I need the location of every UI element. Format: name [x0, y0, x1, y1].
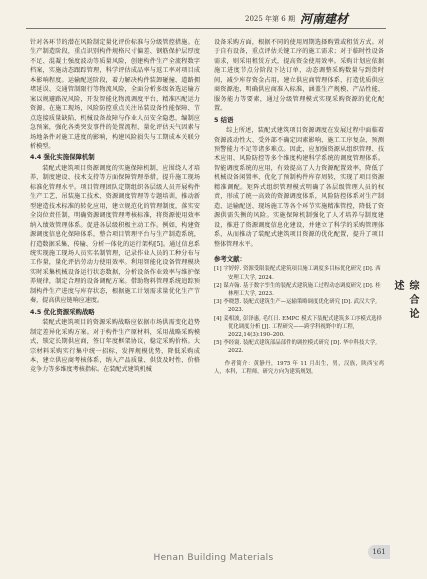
reference-item: [5] 李经寰. 装配式建筑部品部件的调控模式研究 [D]. 华中科技大学, 2022. — [214, 340, 377, 355]
header-rule — [26, 28, 386, 29]
page-header — [0, 0, 427, 34]
right-column — [214, 38, 384, 538]
section-side-tab: 综合论述 — [392, 280, 418, 322]
section-heading-4-5: 4.5 优化资源采购战略 — [30, 307, 95, 316]
paragraph: 设备采购方面，根据不同的使用周期选择购置或租赁方式。对于自有设备，重点评估关键工序的施工需求；对于临时性设备需求，则采用租赁方式，提高资金使用效率。采购计划应依据施工进度节点分阶段下达订单，动态调整采购数量与到货时间，减少库存资金占用。建立供应商管理体系，打造优质供应商资源池，明确供应商准入标准，涵盖生产规模、产品性能、服务能力等要素，通过分级管理模式实现采购资源的优化配置。 — [214, 39, 384, 113]
references — [214, 255, 384, 356]
section-heading-5: 5 结语 — [214, 115, 234, 124]
reference-item: [3] 李晓慧. 装配式建筑生产—运输策略调度优化研究 [D]. 武汉大学, 2023. — [214, 299, 377, 314]
paragraph: 综上所述，装配式建筑项目资源调度在发展过程中面临着资源波动性大、受外部不确定因素影响、施工工序复杂、预测预警能力不足等诸多难点。因此，应加强资源从组织管理、技术应用、风险防控等多个维度构建科学系统的调度管理体系。智能调度系统的应用，有效提高了人力资源配置效率，降低了机械设备闲置率，优化了预制构件库存周转，实现了项目资源精准调配。矩阵式组织管理模式明确了各层级管理人员的权责，形成了统一高效的资源调度体系，风险防控体系对生产制造、运输配送、现场施工等各个环节实施精准管控，降低了资源供需失衡的风险。实施保障机制强化了人才培养与制度建设，推进了资源调度信息化建设，并建立了科学的采购管理体系，从而推动了装配式建筑项目资源的优化配置，提升了项目整体管理水平。 — [214, 127, 384, 248]
page-number: 161 — [368, 545, 390, 559]
reference-item: [4] 姜相波, 彭泽惠, 毛红日. EMPC 模式下装配式建筑多工序模式选择优化调度分析 [J]. 工程研究——跨学科视野中的工程, 2022,14(3):190–200. — [214, 315, 382, 339]
author-bio: 作者简介：黄静丹，1975 年 11 月出生，男，汉族，陕西宝鸡人，本科，工程师，研究方向为建筑规划。 — [214, 360, 384, 375]
paragraph: 装配式建筑项目资源调度的实施保障机制，应围绕人才培养、制度建设、技术支持等方面保障管理举措，提升施工现场标准化管理水平。项目管理团队定期组织各层级人员开展构件生产工艺、吊装施工技术、资源调度管理等专题培训，推动新型建造技术标准的转化应用，建立规范化的管理制度，落实安全岗位责任制，明确资源调度管理考核标准，将资源使用效率纳入绩效管理体系。促进各层级积极主动工作。例如，构建资源调度信息化保障体系，整合项目管理平台与生产制造系统，打造数据采集、传输、分析一体化的运行架构[5]。通过信息系统实现施工现场人员实名制管理，记录作业人员的工种分布与工作量，量化评估劳动力使用效率。利用智能化设备管理模块实时采集机械设备运行状态数据，分析设备作业效率与维护保养规律，制定合理的设备调配方案。借助物料管理系统追踪预制构件生产进度与库存状态，根据施工计划需求量优化生产节奏，提高供应链响应速度。 — [30, 164, 200, 305]
paragraph: 针对各环节的潜在风险制定量化评价标准与分级管控措施。在生产制造阶段，重点识别构件规格尺寸偏差、钢筋保护层厚度不足、混凝土强度波动等质量风险，创建构件生产全流程数字档案，实施动态跟踪管理，科学评估成品率与返工率对项目成本影响程度。运输配送阶段，着力解决构件装卸碰撞、道路拥堵延误、交通管制限行等物流风险，全面分析多级备选运输方案以规避路况风险，开发智能化物流调度平台，精准匹配运力资源。在施工现场，风险防控重点关注吊装设备性能保障、节点连接质量缺陷、机械设备故障与作业人员安全隐患，编制应急预案，强化各类突发事件的处置流程，量化评估天气因素与场地条件对施工进度的影响，构建风险损失与工期成本关联分析模型。 — [30, 39, 200, 150]
section-heading-4-4: 4.4 强化实施保障机制 — [30, 153, 95, 162]
references-title: 参考文献： — [214, 254, 246, 263]
left-column — [30, 38, 200, 538]
reference-item: [1] 宇婷婷. 资源受限装配式建筑项目施工调度多目标优化研究 [D]. 西安理工大学, 2024. — [214, 266, 381, 281]
reference-item: [2] 谋卉翰. 基于数字孪生的装配式建筑施工过程动态调度研究 [D]. 桂林理工大学, 2023. — [214, 282, 381, 298]
page-footer — [0, 545, 427, 579]
issue-label: 2025 年第 6 期 — [245, 15, 295, 23]
journal-name-english: Henan Building Materials — [153, 553, 274, 563]
paragraph: 装配式建筑项目的资源采购战略应依据市场供需变化趋势制定差异化采购方案。对于构件生产原材料，采用战略采购模式，锁定长期供应商，签订年度框架协议，稳定采购价格。大宗材料采购实行集中统一招标，发挥规模优势，降低采购成本，建立供应商考核体系，纳入产品质量、供货及时性、价格竞争力等多维度考核指标。在装配式建筑机械 — [30, 319, 200, 374]
journal-title: 河南建材 — [300, 12, 349, 26]
